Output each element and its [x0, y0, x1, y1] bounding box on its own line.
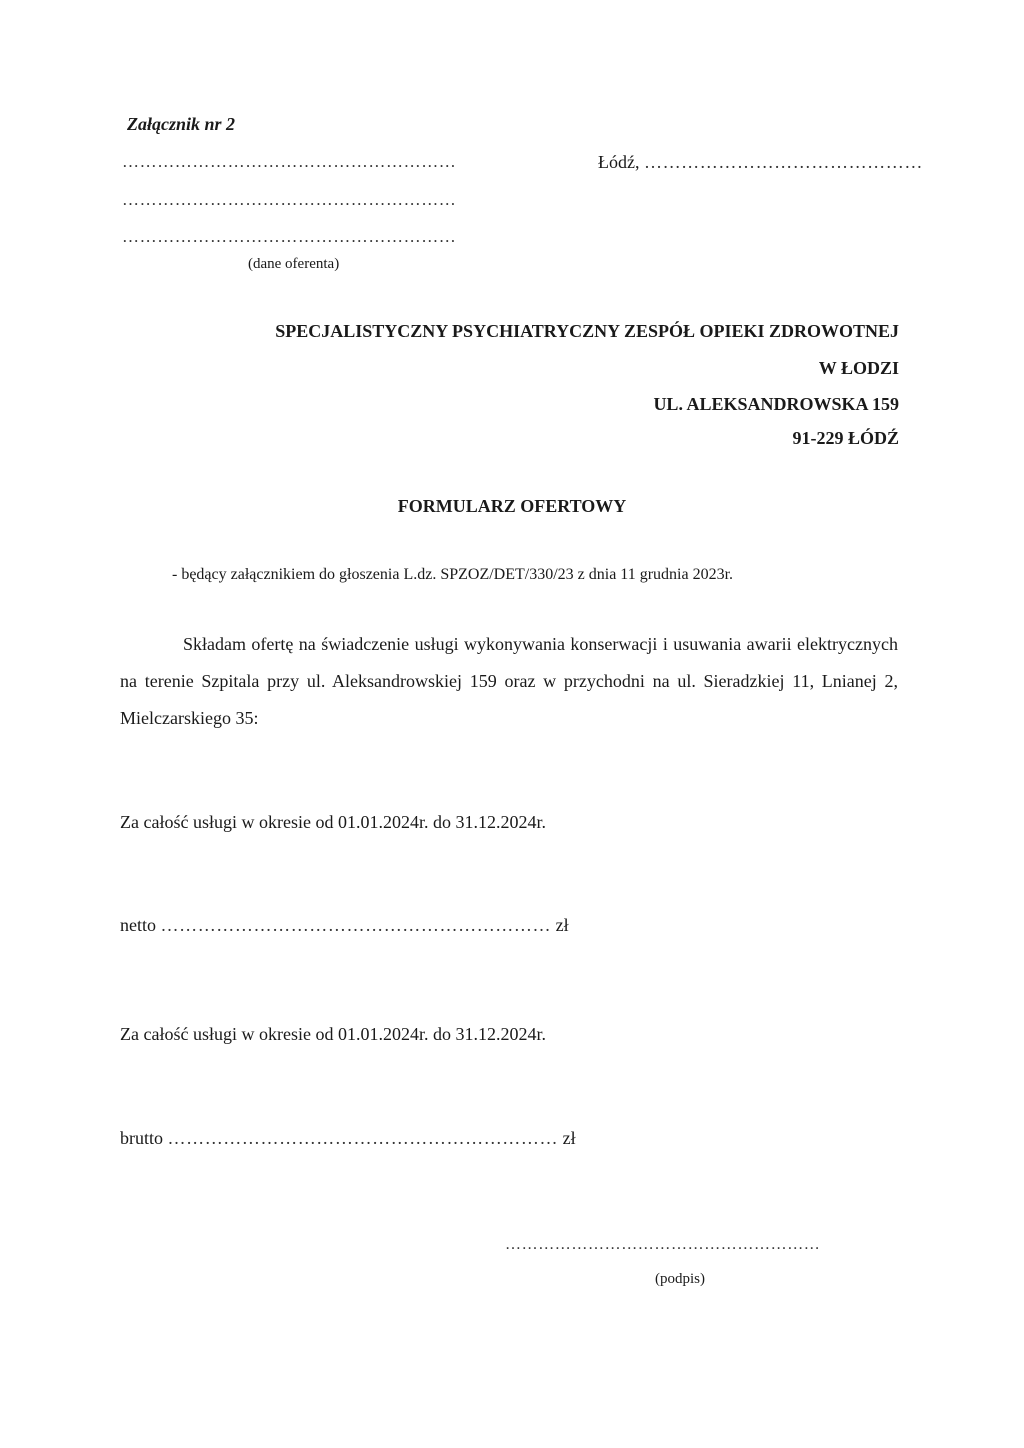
recipient-city: W ŁODZI — [818, 358, 899, 378]
signature-caption: (podpis) — [655, 1271, 705, 1287]
signature-line: ………………………………………………… — [505, 1236, 821, 1253]
sender-line-3: ………………………………………………… — [122, 227, 457, 246]
city-label: Łódź, — [598, 152, 640, 172]
sender-line-2: ………………………………………………… — [122, 190, 457, 209]
form-title: FORMULARZ OFERTOWY — [397, 496, 627, 516]
net-placeholder: ……………………………………………………… — [160, 915, 552, 935]
sender-caption: (dane oferenta) — [248, 256, 340, 272]
recipient-postcode: 91-229 ŁÓDŹ — [792, 428, 899, 448]
gross-label: brutto — [120, 1128, 163, 1148]
recipient-name: SPECJALISTYCZNY PSYCHIATRYCZNY ZESPÓŁ OPIEKI ZDROWOTNEJ — [275, 321, 899, 341]
net-period-text: Za całość usługi w okresie od 01.01.2024r. do 31.12.2024r. — [120, 812, 546, 832]
sender-line-1: ………………………………………………… — [122, 152, 457, 171]
attachment-label: Załącznik nr 2 — [127, 114, 236, 134]
intro-paragraph: Składam ofertę na świadczenie usługi wykonywania konserwacji i usuwania awarii elektrycznych na terenie Szpitala przy ul. Aleksandrowskiej 159 oraz w przychodni na ul. Sieradzkiej 11, Lnianej 2, Mielczarskiego 35: — [120, 634, 898, 728]
place-date-field — [598, 152, 923, 173]
gross-amount-field — [120, 1128, 576, 1149]
net-currency: zł — [555, 915, 569, 935]
form-subtitle: - będący załącznikiem do głoszenia L.dz. SPZOZ/DET/330/23 z dnia 11 grudnia 2023r. — [172, 566, 734, 583]
recipient-street: UL. ALEKSANDROWSKA 159 — [653, 394, 899, 414]
net-label: netto — [120, 915, 156, 935]
gross-period-text: Za całość usługi w okresie od 01.01.2024r. do 31.12.2024r. — [120, 1024, 546, 1044]
date-placeholder: ……………………………………… — [643, 152, 923, 172]
net-amount-field — [120, 915, 569, 936]
gross-placeholder: ……………………………………………………… — [167, 1128, 559, 1148]
gross-currency: zł — [562, 1128, 576, 1148]
